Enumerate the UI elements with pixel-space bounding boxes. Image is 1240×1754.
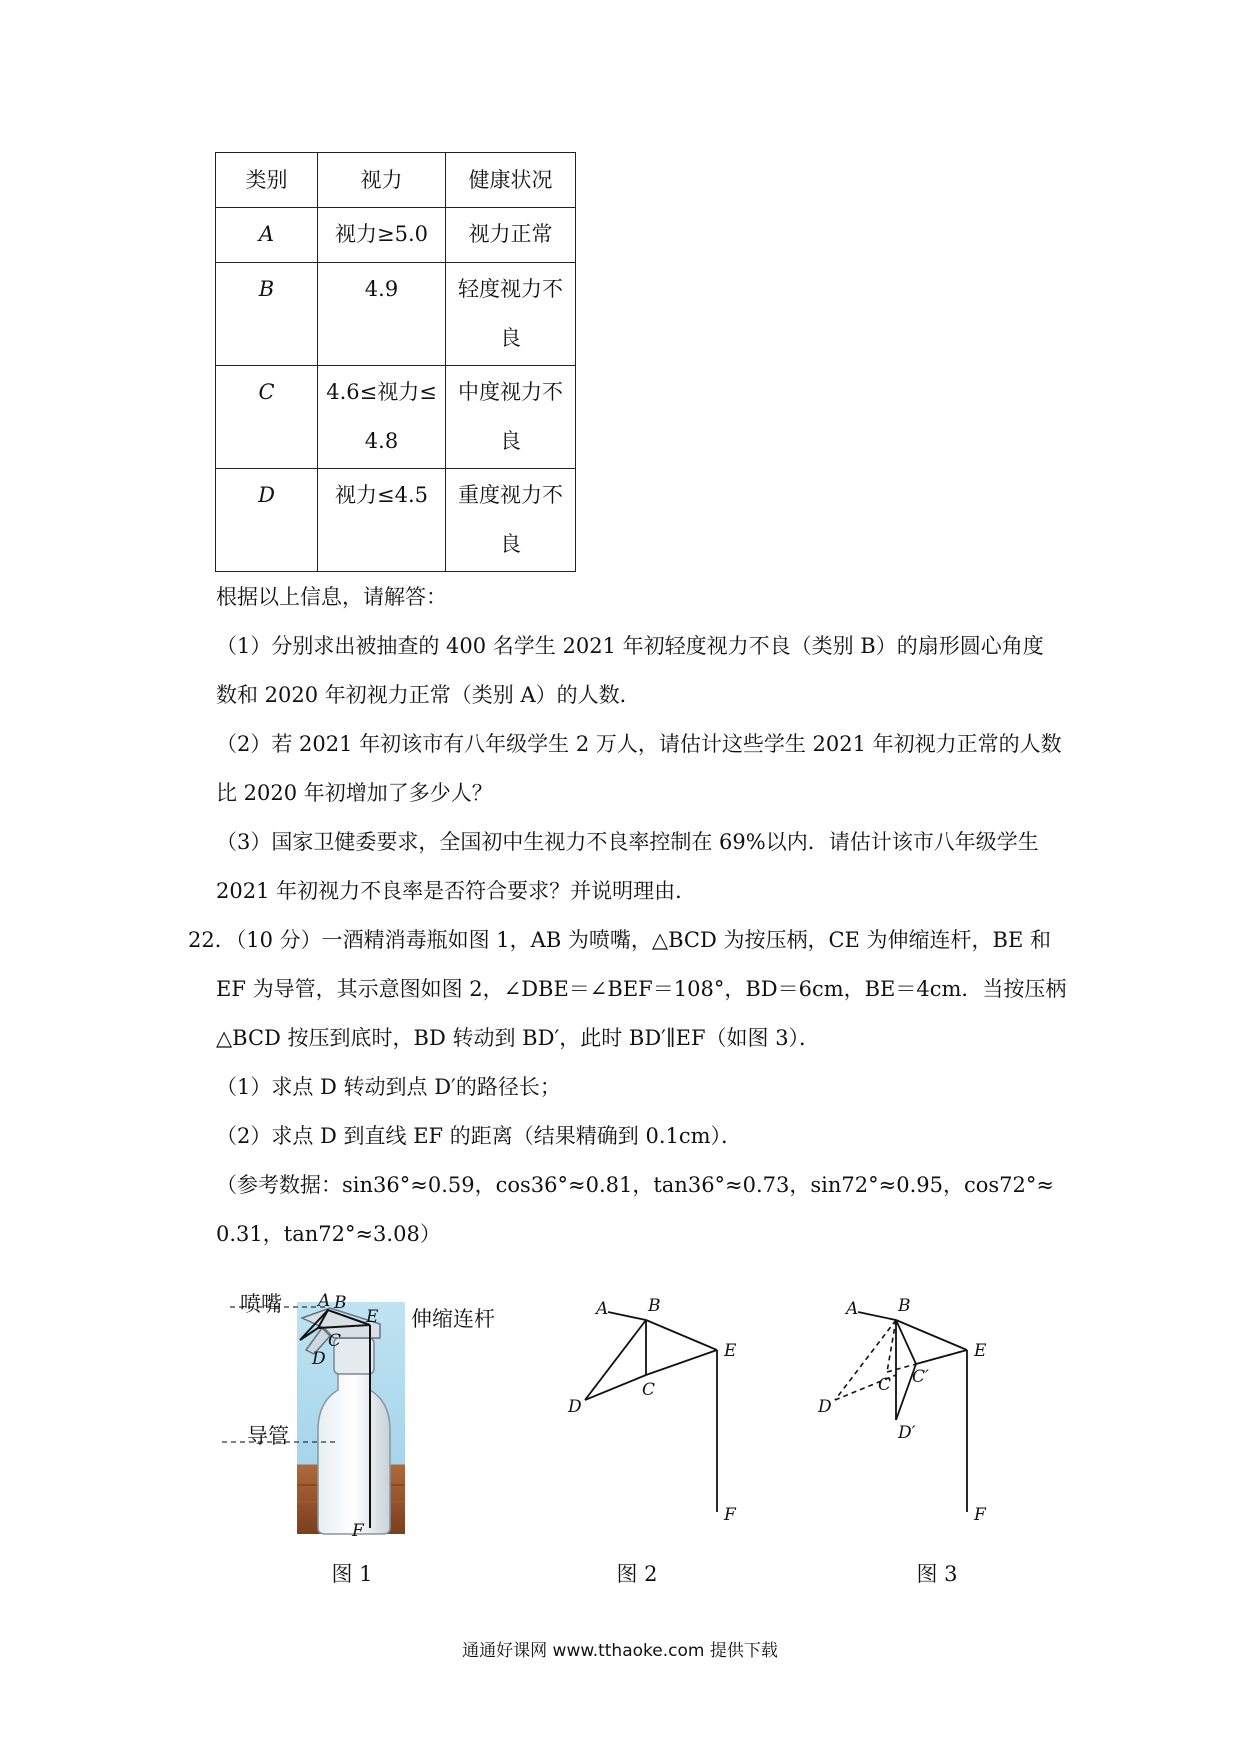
fig3-label-c-prime: C′ <box>912 1367 929 1387</box>
fig2-label-d: D <box>568 1397 582 1417</box>
status-cell-cont: 良 <box>500 429 521 453</box>
category-cell: C <box>258 380 275 404</box>
q21-part1-line1: （1）分别求出被抽查的 400 名学生 2021 年初轻度视力不良（类别 B）的扇形圆心角度 <box>216 634 1044 658</box>
vision-cell: 视力≥5.0 <box>335 222 428 246</box>
segment-ab <box>608 1312 646 1320</box>
fig1-label-c: C <box>328 1331 342 1351</box>
vision-category-table <box>215 152 576 572</box>
fig3-label-c: C <box>878 1375 892 1395</box>
status-cell-cont: 良 <box>500 532 521 556</box>
table-row <box>216 263 576 366</box>
q22-line3: △BCD 按压到底时，BD 转动到 BD′，此时 BD′∥EF（如图 3）． <box>216 1026 821 1050</box>
fig3-label-d-prime: D′ <box>898 1423 916 1443</box>
status-cell: 视力正常 <box>468 222 553 246</box>
table-header-row <box>216 153 576 208</box>
q21-part2-line1: （2）若 2021 年初该市有八年级学生 2 万人，请估计这些学生 2021 年初视力正常的人数 <box>216 732 1062 756</box>
page-footer-source: 通通好课网 www.tthaoke.com 提供下载 <box>462 1641 778 1661</box>
fig2-label-b: B <box>648 1296 661 1316</box>
q21-intro: 根据以上信息，请解答： <box>216 585 447 609</box>
header-health-status: 健康状况 <box>446 153 576 208</box>
fig3-label-f: F <box>974 1505 986 1525</box>
table-row <box>216 469 576 572</box>
q21-part3-line2: 2021 年初视力不良率是否符合要求？并说明理由． <box>216 879 697 903</box>
fig3-label-b: B <box>898 1296 911 1316</box>
status-cell: 轻度视力不 <box>458 277 563 301</box>
segment-ce <box>646 1350 717 1375</box>
category-cell: B <box>258 277 275 301</box>
table-row <box>216 366 576 469</box>
fig1-label-f: F <box>352 1521 364 1541</box>
figure-3-schematic <box>810 1290 1010 1530</box>
nozzle-label: 喷嘴 <box>240 1292 282 1316</box>
q22-line1: 22．（10 分）一酒精消毒瓶如图 1，AB 为喷嘴，△BCD 为按压柄，CE 为伸缩连杆，BE 和 <box>188 928 1051 952</box>
tube-label: 导管 <box>247 1424 289 1448</box>
status-cell: 中度视力不 <box>458 380 563 404</box>
fig2-label-e: E <box>724 1341 737 1361</box>
q21-part2-line2: 比 2020 年初增加了多少人？ <box>216 781 493 805</box>
figure-3-caption: 图 3 <box>916 1562 958 1586</box>
figure-2-schematic <box>560 1290 760 1530</box>
vision-cell: 视力≤4.5 <box>335 483 428 507</box>
fig3-label-a: A <box>846 1299 859 1319</box>
q22-line2: EF 为导管，其示意图如图 2，∠DBE＝∠BEF＝108°，BD＝6cm，BE＝4cm．当按压柄 <box>216 977 1067 1001</box>
category-cell: D <box>258 483 275 507</box>
fig2-label-c: C <box>642 1380 656 1400</box>
figure-2-caption: 图 2 <box>616 1562 658 1586</box>
q22-sub2: （2）求点 D 到直线 EF 的距离（结果精确到 0.1cm）． <box>216 1124 743 1148</box>
fig1-label-d: D <box>312 1349 326 1369</box>
status-cell: 重度视力不 <box>458 483 563 507</box>
figure-1-caption: 图 1 <box>331 1562 373 1586</box>
segment-bc-dashed <box>887 1320 896 1372</box>
category-cell: A <box>258 222 275 246</box>
segment-be <box>646 1320 717 1350</box>
fig2-label-a: A <box>596 1299 609 1319</box>
segment-c-prime-e <box>916 1350 967 1364</box>
fig3-label-d: D <box>818 1397 832 1417</box>
vision-cell-cont: 4.8 <box>364 429 399 453</box>
segment-ab <box>858 1312 896 1320</box>
vision-cell: 4.9 <box>364 277 399 301</box>
fig1-label-a: A <box>318 1291 331 1311</box>
q21-part3-line1: （3）国家卫健委要求，全国初中生视力不良率控制在 69%以内．请估计该市八年级学生 <box>216 830 1039 854</box>
vision-cell: 4.6≤视力≤ <box>326 380 437 404</box>
table-row <box>216 208 576 263</box>
fig3-label-e: E <box>974 1341 987 1361</box>
telescopic-rod-label: 伸缩连杆 <box>411 1307 495 1331</box>
q22-reference-line1: （参考数据：sin36°≈0.59，cos36°≈0.81，tan36°≈0.73，sin72°≈0.95，cos72°≈ <box>216 1173 1054 1197</box>
q21-part1-line2: 数和 2020 年初视力正常（类别 A）的人数． <box>216 683 641 707</box>
status-cell-cont: 良 <box>500 326 521 350</box>
header-vision: 视力 <box>318 153 446 208</box>
header-category: 类别 <box>216 153 318 208</box>
q22-reference-line2: 0.31，tan72°≈3.08） <box>216 1222 441 1246</box>
q22-sub1: （1）求点 D 转动到点 D′的路径长； <box>216 1075 561 1099</box>
fig1-label-b: B <box>334 1293 347 1313</box>
fig2-label-f: F <box>724 1505 736 1525</box>
fig1-label-e: E <box>366 1307 379 1327</box>
